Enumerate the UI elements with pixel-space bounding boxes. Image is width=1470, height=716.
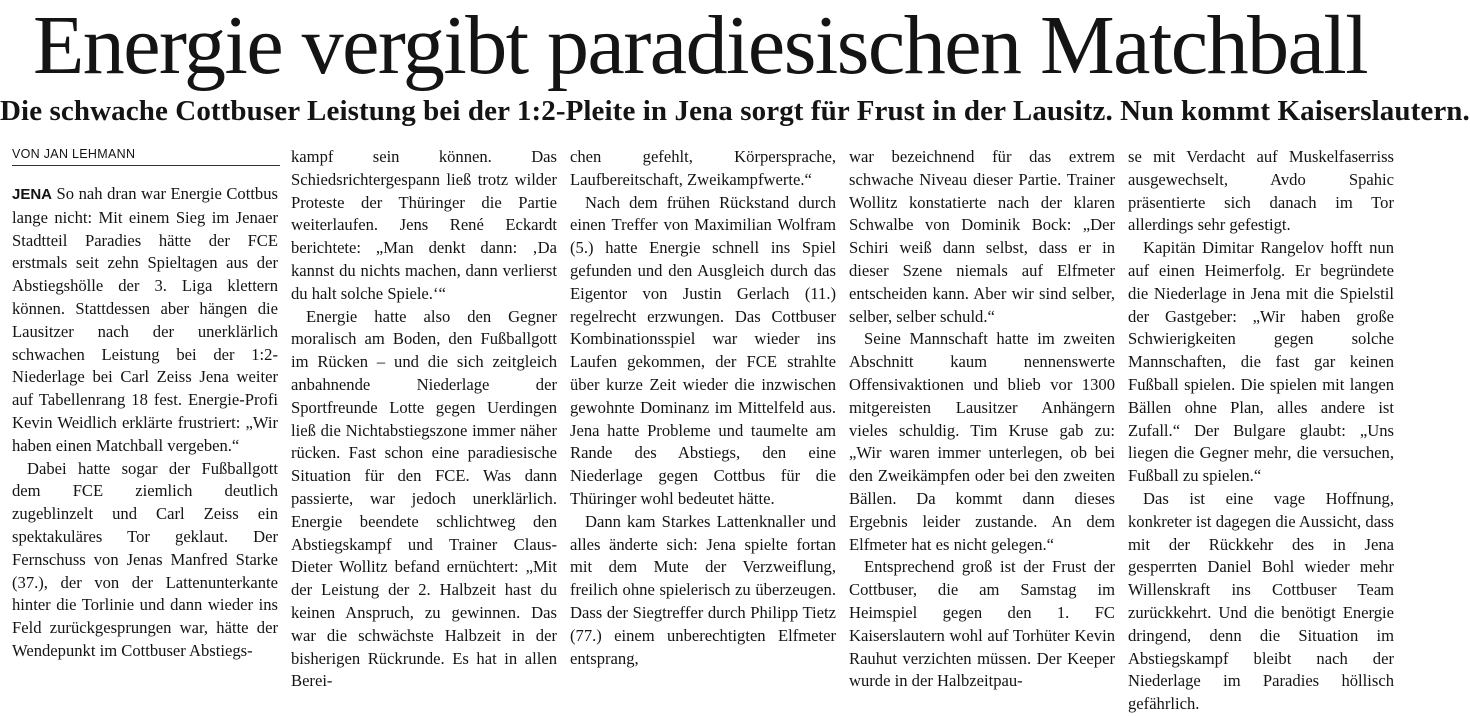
paragraph: Seine Mannschaft hatte im zweiten Abschnitt kaum nennenswerte Offensivaktionen und blieb vor 1300 mitgereisten Lausitzer Anhängern vieles schuldig. Tim Kruse gab zu: „Wir waren immer unterlegen, ob bei den Zweikämpfen oder bei den zweiten Bällen. Da kommt dann dieses Ergebnis leider zustande. An dem Elfmeter hat es nicht gelegen.“ (849, 329, 1115, 554)
headline: Energie vergibt paradiesischen Matchball (32, 0, 1368, 92)
paragraph: se mit Verdacht auf Muskelfaserriss ausgewechselt, Avdo Spahic präsentierte sich danach im Tor allerdings sehr gefestigt. (1128, 147, 1394, 235)
byline: VON JAN LEHMANN (12, 146, 280, 166)
paragraph: Nach dem frühen Rückstand durch einen Treffer von Maximilian Wolfram (5.) hatte Energie schnell ins Spiel gefunden und den Ausgleich durch das Eigentor von Justin Gerlach (11.) regelrecht erzwungen. Das Cottbuser Kombinationsspiel war wieder ins Laufen gekommen, der FCE strahlte über kurze Zeit wieder die inzwischen gewohnte Dominanz im Mittelfeld aus. Jena hatte Probleme und taumelte am Rande des Abstiegs, den eine Niederlage gegen Cottbus für die Thüringer wohl bedeutet hätte. (570, 192, 836, 508)
column-3 (570, 146, 836, 668)
paragraph: Entsprechend groß ist der Frust der Cottbuser, die am Samstag im Heimspiel gegen den 1. FC Kaiserslautern wohl auf Torhüter Kevin Rauhut verzichten müssen. Der Keeper wurde in der Halbzeitpau- (849, 557, 1115, 691)
paragraph: Kapitän Dimitar Rangelov hofft nun auf einen Heimerfolg. Er begründete die Niederlage in Jena mit die Spielstil der Gastgeber: „Wir haben große Schwierigkeiten gegen solche Mannschaften, die fast gar keinen Fußball spielen. Die spielen mit langen Bällen ohne Plan, alles andere ist Zufall.“ Der Bulgare glaubt: „Uns liegen die Gegner mehr, die versuchen, Fußball zu spielen.“ (1128, 238, 1394, 486)
paragraph: Dann kam Starkes Lattenknaller und alles änderte sich: Jena spielte fortan mit dem Mute der Verzweiflung, freilich ohne spielerisch zu überzeugen. Dass der Siegtreffer durch Philipp Tietz (77.) einem unberechtigten Elfmeter entsprang, (570, 511, 836, 668)
dateline: JENA (12, 186, 53, 203)
paragraph: Das ist eine vage Hoffnung, konkreter ist dagegen die Aussicht, dass mit der Rückkehr des in Jena gesperrten Daniel Bohl wieder mehr Willenskraft ins Cottbuser Team zurückkehrt. Und die benötigt Energie dringend, denn die Situation im Abstiegskampf bleibt nach der Niederlage im Paradies höllisch gefährlich. (1128, 488, 1394, 714)
paragraph: war bezeichnend für das extrem schwache Niveau dieser Partie. Trainer Wollitz konstatierte nach der klaren Schwalbe von Dominik Bock: „Der Schiri weiß dann selbst, dass er in dieser Szene niemals auf Elfmeter entscheiden kann. Aber wir sind selber, selber, selber schuld.“ (849, 147, 1115, 326)
paragraph (12, 183, 278, 458)
column-2 (291, 146, 557, 691)
column-5 (1128, 146, 1394, 714)
article-body (12, 146, 1394, 714)
column-1 (12, 146, 278, 660)
paragraph: kampf sein können. Das Schiedsrichtergespann ließ trotz wilder Proteste der Thüringer die Partie weiterlaufen. Jens René Eckardt berichtete: „Man denkt dann: ‚Da kannst du nichts machen, dann verlierst du halt solche Spiele.‘“ (291, 147, 557, 303)
column-4 (849, 146, 1115, 691)
paragraph: Energie hatte also den Gegner moralisch am Boden, den Fußballgott im Rücken – und die sich zeitgleich anbahnende Niederlage der Sportfreunde Lotte gegen Uerdingen ließ die Nichtabstiegszone immer näher rücken. Fast schon eine paradiesische Situation für den FCE. Was dann passierte, war jedoch unerklärlich. Energie beendete schlichtweg den Abstiegskampf und Trainer Claus-Dieter Wollitz befand ernüchtert: „Mit der Leistung der 2. Halbzeit hast du keinen Anspruch, zu gewinnen. Das war die schwächste Halbzeit in der bisherigen Rückrunde. Es hat in allen Berei- (291, 306, 557, 691)
paragraph-text: So nah dran war Energie Cottbus lange nicht: Mit einem Sieg im Jenaer Stadtteil Paradies hätte der FCE erstmals seit zehn Spieltagen aus der Abstiegshölle der 3. Liga klettern können. Stattdessen aber hängen die Lausitzer nach der unerklärlich schwachen Leistung bei der 1:2-Niederlage bei Carl Zeiss Jena weiter auf Tabellenrang 18 fest. Energie-Profi Kevin Weidlich erklärte frustriert: „Wir haben einen Matchball vergeben.“ (12, 184, 278, 455)
paragraph: chen gefehlt, Körpersprache, Laufbereitschaft, Zweikampfwerte.“ (570, 147, 836, 189)
subheadline: Die schwache Cottbuser Leistung bei der 1:2-Pleite in Jena sorgt für Frust in der Lausitz. Nun kommt Kaiserslautern. (0, 95, 1470, 127)
paragraph: Dabei hatte sogar der Fußballgott dem FCE ziemlich deutlich zugeblinzelt und Carl Zeiss ein spektakuläres Tor geklaut. Der Fernschuss von Jenas Manfred Starke (37.), der von der Lattenunterkante hinter die Torlinie und dann wieder ins Feld zurückgesprungen war, hätte der Wendepunkt im Cottbuser Abstiegs- (12, 458, 278, 660)
